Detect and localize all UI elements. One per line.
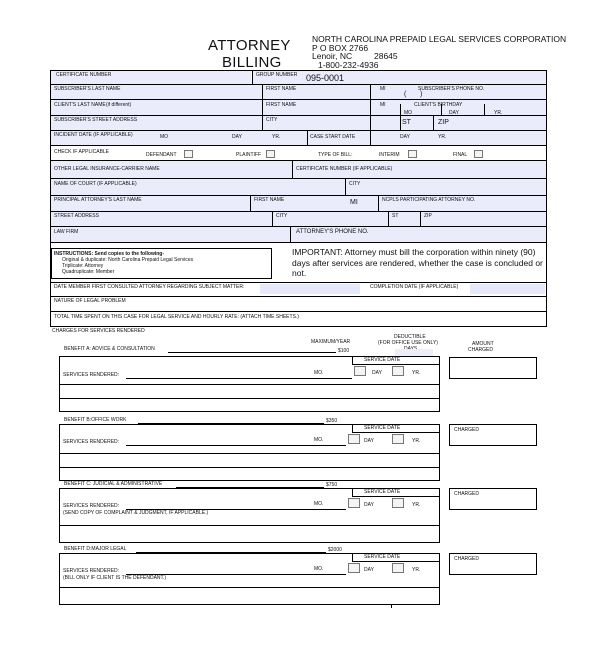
incident-mo-label: MO <box>160 134 169 140</box>
attorney-address-row[interactable] <box>51 212 546 226</box>
plaintiff-label: PLAINTIFF <box>236 152 262 158</box>
final-checkbox[interactable] <box>474 150 483 158</box>
benefit-b-yr: YR. <box>412 438 421 444</box>
attorney-zip-label: ZIP <box>424 213 432 219</box>
attorneys-phone-label: ATTORNEY'S PHONE NO. <box>296 229 369 235</box>
benefit-b-label: BENEFIT B:OFFICE WORK <box>64 417 127 423</box>
benefit-d-mo: MO. <box>314 566 324 572</box>
deductible-header: DEDUCTIBLE <box>394 334 426 340</box>
certificate-number-label: CERTIFICATE NUMBER <box>56 72 112 78</box>
title-line-2: BILLING <box>222 54 282 71</box>
case-start-date-label: CASE START DATE <box>310 134 356 140</box>
benefit-b-max: $350 <box>326 418 338 424</box>
benefit-d-services-rendered-label: SERVICES RENDERED: <box>63 568 120 574</box>
subscriber-phone-label: SUBSCRIBER'S PHONE NO. <box>418 86 485 92</box>
benefit-b-mo: MO. <box>314 437 324 443</box>
clients-birthday-label: CLIENT'S BIRTHDAY <box>414 102 463 108</box>
plaintiff-checkbox[interactable] <box>266 150 275 158</box>
subscriber-city-label: CITY <box>266 117 278 123</box>
instructions-line-3: Triplicate: Attorney <box>62 263 104 269</box>
benefit-b-mo-field[interactable] <box>348 434 360 444</box>
amount-header: AMOUNT <box>472 341 494 347</box>
benefit-d-charged-label: CHARGED <box>454 556 480 562</box>
benefit-a-amount-charged[interactable] <box>449 357 537 379</box>
important-notice: IMPORTANT: Attorney must bill the corporation within ninety (90) days after services are rendered, whether the case is concluded or not. <box>292 247 543 278</box>
benefit-d-note: (BILL ONLY IF CLIENT IS THE DEFENDANT.) <box>63 575 167 581</box>
interim-checkbox[interactable] <box>408 150 417 158</box>
benefit-d-service-date-label: SERVICE DATE <box>364 554 401 560</box>
date-member-consulted-field[interactable] <box>260 284 360 294</box>
group-number-label: GROUP NUMBER <box>256 72 298 78</box>
attorney-mi-label: MI <box>350 199 358 206</box>
instructions-line-4: Quadruplicate: Member <box>62 269 115 275</box>
name-of-court-label: NAME OF COURT (IF APPLICABLE) <box>54 181 137 187</box>
attorney-st-label: ST <box>392 213 399 219</box>
benefit-b-day-field[interactable] <box>392 434 404 444</box>
bottom-tick <box>391 604 392 608</box>
attorney-city-label: CITY <box>276 213 288 219</box>
subscriber-first-name-label: FIRST NAME <box>266 86 297 92</box>
benefit-c-label: BENEFIT C: JUDICIAL & ADMINISTRATIVE <box>64 481 163 487</box>
birthday-mo-label: MO <box>404 110 413 116</box>
benefit-d-label: BENEFIT D:MAJOR LEGAL <box>64 546 127 552</box>
instructions-line-2: Original & duplicate: North Carolina Prepaid Legal Services <box>62 257 194 263</box>
clients-last-name-label: CLIENT'S LAST NAME <box>54 102 106 108</box>
principal-attorney-label: PRINCIPAL ATTORNEY'S LAST NAME <box>54 197 142 203</box>
benefit-c-service-date-label: SERVICE DATE <box>364 489 401 495</box>
case-start-day-label: DAY <box>400 134 410 140</box>
birthday-yr-label: YR. <box>494 110 503 116</box>
law-firm-label: LAW FIRM <box>54 229 79 235</box>
charges-heading: CHARGES FOR SERVICES RENDERED <box>52 328 145 334</box>
incident-day-label: DAY <box>232 134 242 140</box>
incident-yr-label: YR. <box>272 134 281 140</box>
other-legal-insurance-label: OTHER LEGAL INSURANCE-CARRIER NAME <box>54 166 160 172</box>
benefit-b-charged-label: CHARGED <box>454 427 480 433</box>
org-zip: 28645 <box>374 51 398 61</box>
completion-date-label: COMPLETION DATE (IF APPLICABLE) <box>370 284 459 290</box>
deductible-office-use: (FOR OFFICE USE ONLY) <box>378 340 438 346</box>
benefit-a-day: DAY <box>372 370 382 376</box>
final-label: FINAL <box>453 152 468 158</box>
org-phone: 1-800-232-4936 <box>318 60 379 70</box>
case-start-yr-label: YR. <box>438 134 447 140</box>
group-number-value: 095-0001 <box>306 73 345 83</box>
maximum-year-header: MAXIMUM/YEAR <box>311 339 351 345</box>
court-city-label: CITY <box>349 181 361 187</box>
benefit-c-note: (SEND COPY OF COMPLAINT & JUDGMENT, IF APPLICABLE.) <box>63 510 209 516</box>
client-mi-label: MI <box>380 102 386 108</box>
benefit-a-day-field[interactable] <box>392 366 404 376</box>
benefit-b-service-date-label: SERVICE DATE <box>364 425 401 431</box>
ncpls-attorney-label: NCPLS PARTICIPATING ATTORNEY NO. <box>382 197 476 203</box>
benefit-a-mo: MO. <box>314 370 324 376</box>
subscriber-last-name-label: SUBSCRIBER'S LAST NAME <box>54 86 121 92</box>
benefit-d-yr: YR. <box>412 567 421 573</box>
benefit-c-day-field[interactable] <box>392 498 404 508</box>
benefit-c-mo-field[interactable] <box>348 498 360 508</box>
defendant-checkbox[interactable] <box>184 150 193 158</box>
title-line-1: ATTORNEY <box>208 37 291 54</box>
attorney-first-name-label: FIRST NAME <box>254 197 285 203</box>
benefit-a-label: BENEFIT A: ADVICE & CONSULTATION <box>64 346 155 352</box>
interim-label: INTERIM <box>379 152 400 158</box>
subscriber-mi-label: MI <box>380 86 386 92</box>
org-po-box: P O BOX 2766 <box>312 43 369 53</box>
check-if-applicable-label: CHECK IF APPLICABLE <box>54 149 110 155</box>
benefit-d-day-field[interactable] <box>392 563 404 573</box>
benefit-a-max: $100 <box>338 348 350 354</box>
total-time-label: TOTAL TIME SPENT ON THIS CASE FOR LEGAL SERVICE AND HOURLY RATE: (ATTACH TIME SHEETS.) <box>54 314 299 320</box>
benefit-d-day: DAY <box>364 567 374 573</box>
org-name: NORTH CAROLINA PREPAID LEGAL SERVICES CORPORATION <box>312 34 567 44</box>
charged-header: CHARGED <box>468 347 494 353</box>
instructions-line-1: INSTRUCTIONS: Send copies to the following- <box>54 251 164 257</box>
completion-date-field[interactable] <box>470 284 545 294</box>
date-member-consulted-label: DATE MEMBER FIRST CONSULTED ATTORNEY REGARDING SUBJECT MATTER: <box>54 284 245 290</box>
client-first-name-label: FIRST NAME <box>266 102 297 108</box>
benefit-b-services-rendered-label: SERVICES RENDERED: <box>63 439 120 445</box>
benefit-b-day: DAY <box>364 438 374 444</box>
benefit-a-service-date-label: SERVICE DATE <box>364 357 401 363</box>
defendant-label: DEFENDANT <box>146 152 177 158</box>
benefit-a-services-rendered-label: SERVICES RENDERED: <box>63 372 120 378</box>
type-of-bill-label: TYPE OF BILL: <box>318 152 353 158</box>
benefit-c-day: DAY <box>364 502 374 508</box>
benefit-d-mo-field[interactable] <box>348 563 360 573</box>
benefit-a-yr: YR. <box>412 370 421 376</box>
benefit-a-mo-field[interactable] <box>354 366 366 376</box>
nature-of-problem-label: NATURE OF LEGAL PROBLEM <box>54 298 126 304</box>
birthday-day-label: DAY <box>449 110 459 116</box>
benefit-c-charged-label: CHARGED <box>454 491 480 497</box>
subscriber-st-label: ST <box>402 119 411 126</box>
subscriber-address-label: SUBSCRIBER'S STREET ADDRESS <box>54 117 138 123</box>
benefit-d-max: $2000 <box>328 547 342 553</box>
org-city: Lenoir, NC <box>312 51 353 61</box>
attorney-street-label: STREET ADDRESS <box>54 213 99 219</box>
benefit-c-max: $750 <box>326 482 338 488</box>
benefit-c-yr: YR. <box>412 502 421 508</box>
subscriber-zip-label: ZIP <box>438 119 449 126</box>
benefit-c-services-rendered-label: SERVICES RENDERED: <box>63 503 120 509</box>
benefit-c-mo: MO. <box>314 501 324 507</box>
insurance-certificate-label: CERTIFICATE NUMBER (IF APPLICABLE) <box>296 166 393 172</box>
if-different-label: (if different) <box>106 102 132 108</box>
incident-date-label: INCIDENT DATE (IF APPLICABLE) <box>54 132 133 138</box>
